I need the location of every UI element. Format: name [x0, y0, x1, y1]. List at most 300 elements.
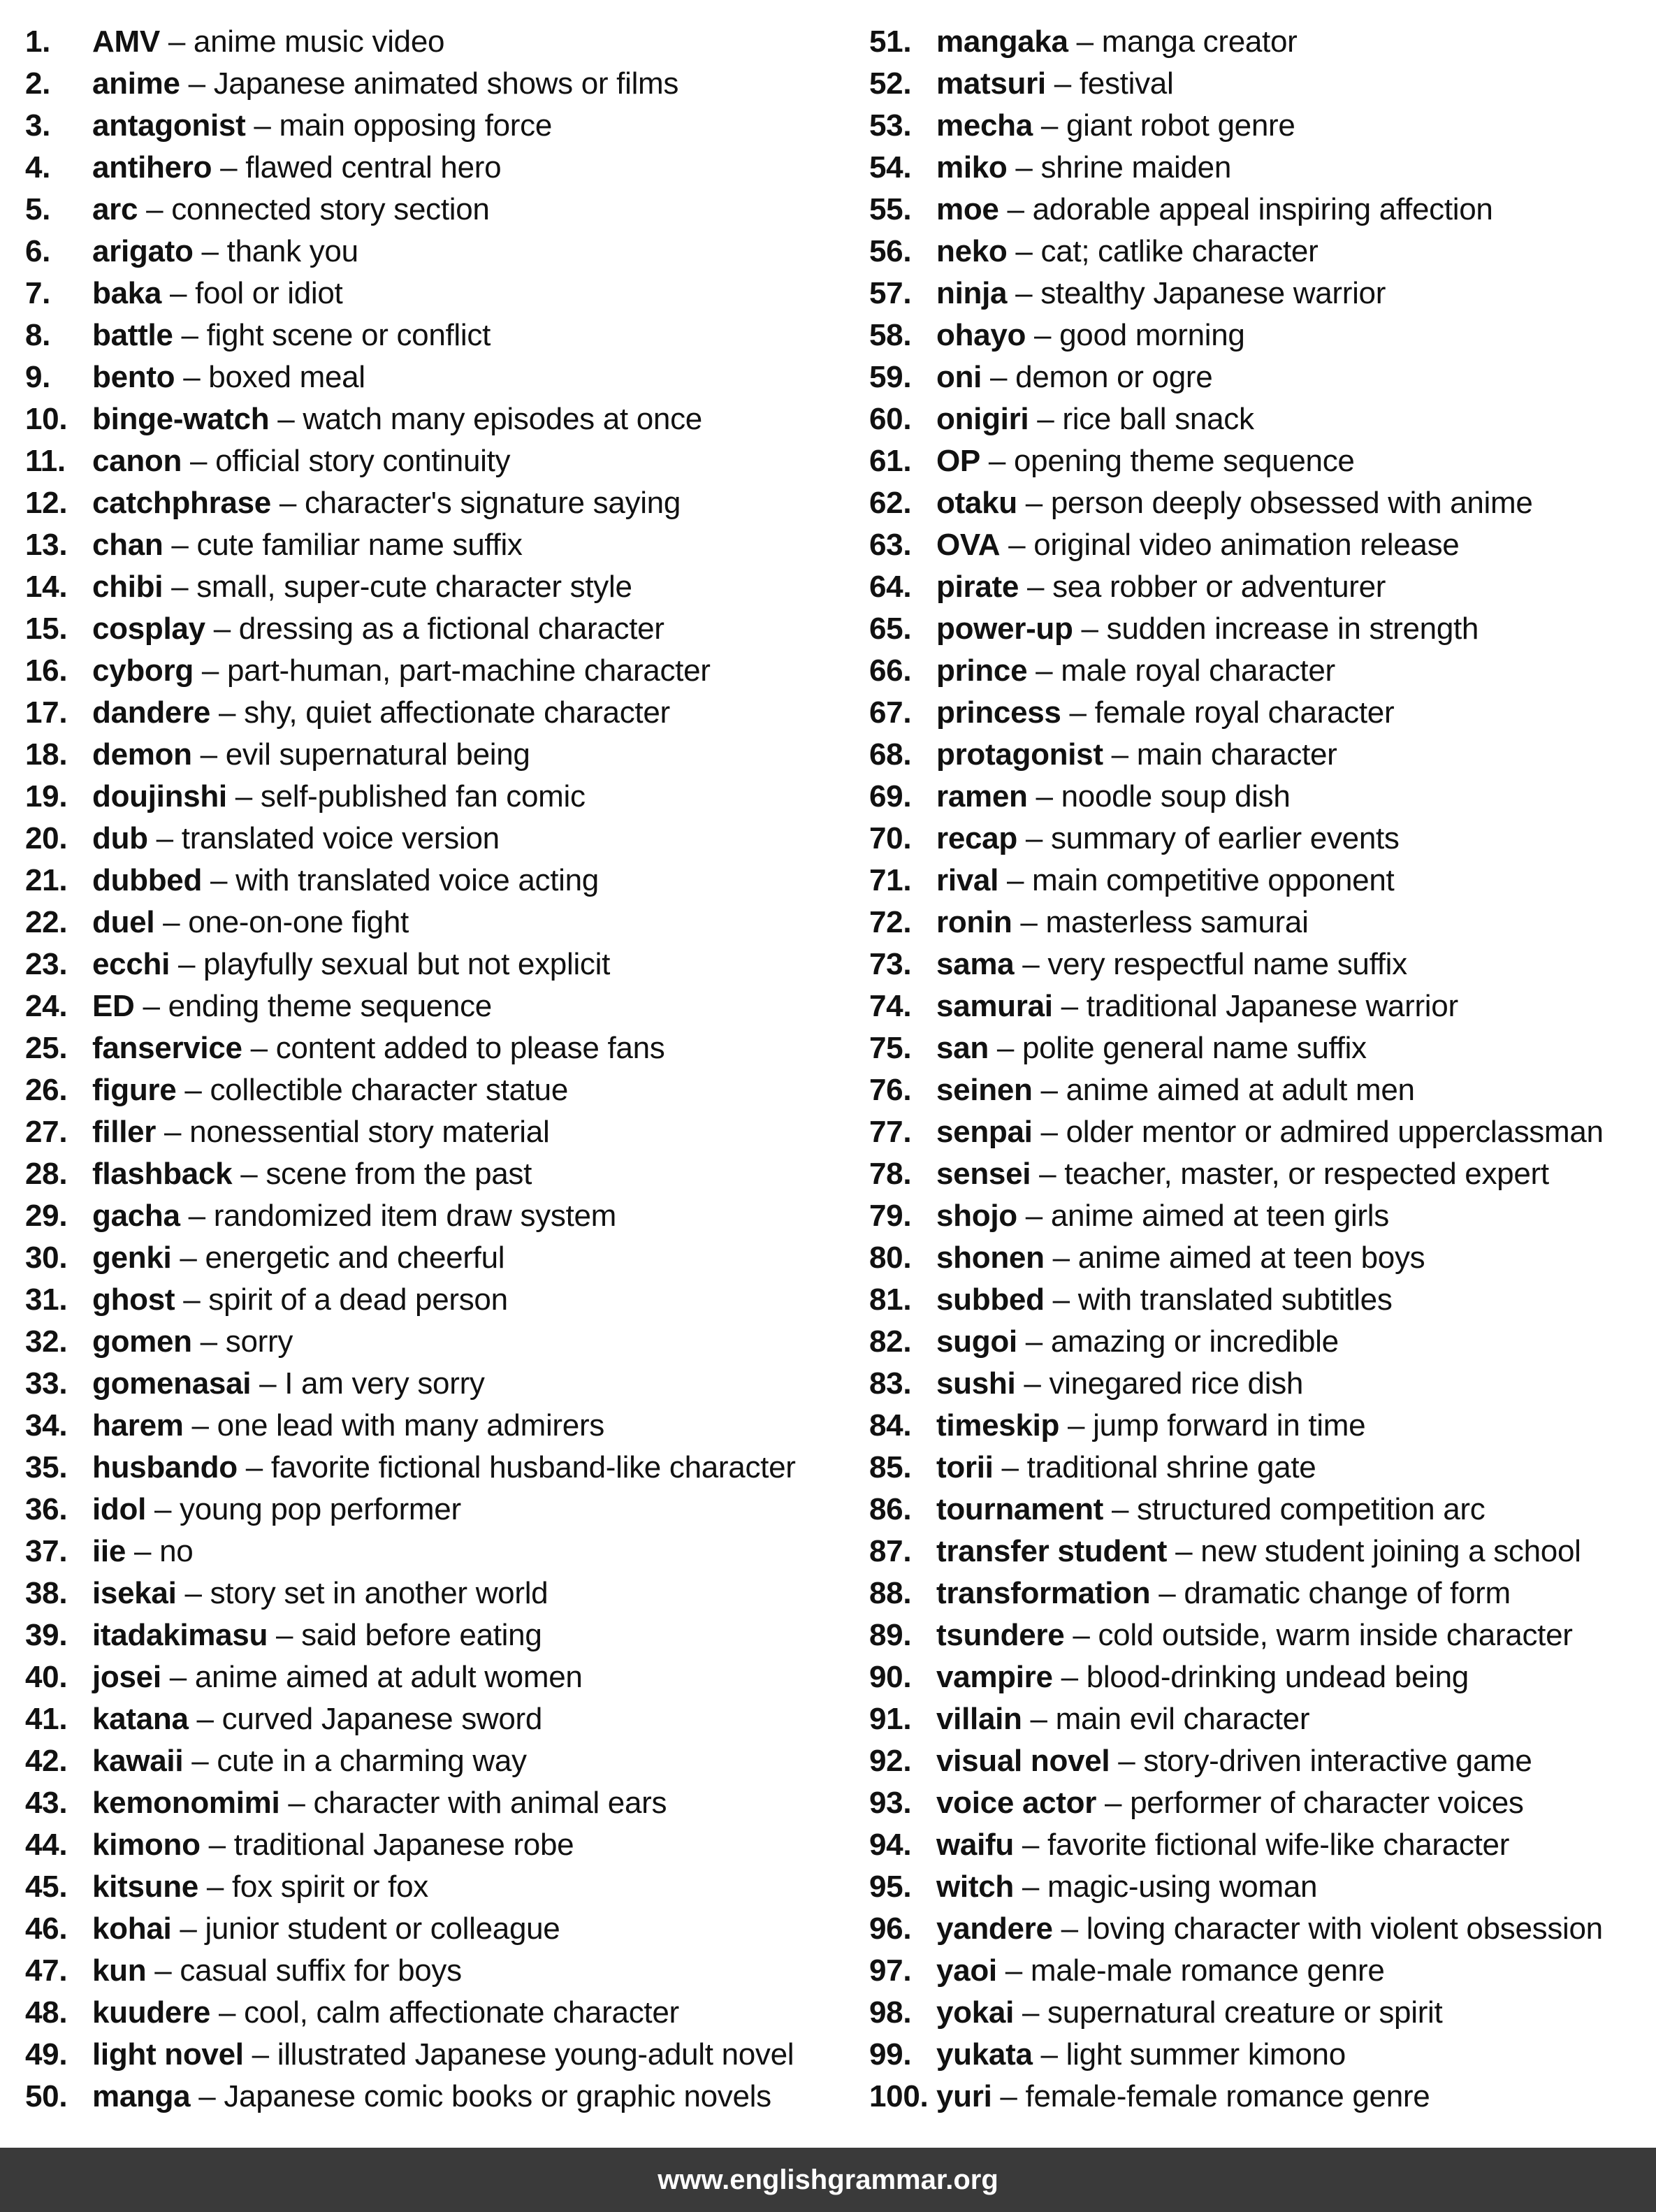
entry-number: 52. — [869, 66, 912, 101]
entry-definition: blood-drinking undead being — [1086, 1660, 1469, 1694]
entry-term: neko — [936, 234, 1008, 268]
entry-number: 10. — [25, 402, 68, 436]
entry-definition: original video animation release — [1033, 528, 1460, 562]
vocab-entry — [869, 566, 1648, 608]
entry-term: fanservice — [92, 1031, 242, 1065]
entry-separator: – — [232, 1157, 266, 1191]
vocab-entry — [25, 147, 850, 189]
entry-separator: – — [237, 1450, 271, 1484]
entry-term: light novel — [92, 2037, 244, 2072]
entry-separator: – — [210, 695, 245, 730]
entry-definition: stealthy Japanese warrior — [1040, 276, 1386, 310]
entry-separator: – — [992, 2079, 1026, 2113]
entry-separator: – — [163, 570, 197, 604]
entry-separator: – — [1103, 1492, 1138, 1526]
entry-term: gacha — [92, 1199, 180, 1233]
entry-definition: main character — [1136, 737, 1337, 772]
entry-separator: – — [1027, 779, 1061, 814]
entry-number: 85. — [869, 1450, 912, 1484]
entry-number: 6. — [25, 234, 51, 268]
entry-definition: female-female romance genre — [1025, 2079, 1430, 2113]
vocab-list-left — [25, 21, 850, 2118]
entry-separator: – — [212, 150, 246, 185]
entry-number: 66. — [869, 653, 912, 688]
entry-definition: good morning — [1059, 318, 1245, 352]
vocab-entry — [869, 273, 1648, 315]
entry-term: itadakimasu — [92, 1618, 268, 1652]
entry-term: chan — [92, 528, 164, 562]
entry-number: 29. — [25, 1199, 68, 1233]
vocab-entry — [25, 273, 850, 315]
entry-separator: – — [191, 1324, 226, 1359]
entry-separator: – — [1032, 108, 1066, 143]
vocab-entry — [25, 63, 850, 105]
entry-separator: – — [1031, 1157, 1065, 1191]
vocab-entry — [25, 1740, 850, 1782]
entry-definition: fight scene or conflict — [206, 318, 491, 352]
entry-definition: sea robber or adventurer — [1052, 570, 1386, 604]
entry-term: husbando — [92, 1450, 238, 1484]
entry-term: ninja — [936, 276, 1008, 310]
entry-definition: connected story section — [171, 192, 490, 226]
entry-separator: – — [1007, 276, 1041, 310]
vocab-entry — [25, 650, 850, 692]
entry-term: cosplay — [92, 612, 205, 646]
entry-number: 54. — [869, 150, 912, 185]
entry-definition: scene from the past — [266, 1157, 532, 1191]
entry-definition: polite general name suffix — [1022, 1031, 1367, 1065]
entry-number: 14. — [25, 570, 68, 604]
vocab-entry — [25, 482, 850, 524]
vocab-entry — [25, 1153, 850, 1195]
entry-term: yokai — [936, 1995, 1015, 2030]
entry-separator: – — [1059, 1408, 1094, 1443]
vocab-entry — [869, 776, 1648, 818]
vocab-entry — [25, 1656, 850, 1698]
entry-term: sensei — [936, 1157, 1031, 1191]
entry-definition: one-on-one fight — [188, 905, 409, 939]
entry-definition: traditional shrine gate — [1026, 1450, 1316, 1484]
entry-separator: – — [1015, 1366, 1049, 1401]
entry-definition: curved Japanese sword — [221, 1702, 543, 1736]
entry-number: 33. — [25, 1366, 68, 1401]
entry-definition: story set in another world — [210, 1576, 549, 1610]
entry-definition: illustrated Japanese young-adult novel — [277, 2037, 794, 2072]
entry-definition: main evil character — [1055, 1702, 1310, 1736]
vocab-entry — [869, 1111, 1648, 1153]
entry-number: 55. — [869, 192, 912, 226]
entry-definition: watch many episodes at once — [303, 402, 702, 436]
entry-separator: – — [269, 402, 303, 436]
entry-term: matsuri — [936, 66, 1046, 101]
entry-separator: – — [163, 528, 197, 562]
vocab-entry — [25, 1027, 850, 1069]
vocab-entry — [25, 1698, 850, 1740]
entry-separator: – — [1061, 695, 1095, 730]
entry-number: 8. — [25, 318, 51, 352]
entry-term: flashback — [92, 1157, 233, 1191]
entry-separator: – — [1110, 1744, 1144, 1778]
entry-definition: cat; catlike character — [1040, 234, 1319, 268]
vocab-list-right — [869, 21, 1648, 2118]
entry-separator: – — [156, 1115, 190, 1149]
footer-url[interactable]: www.englishgrammar.org — [658, 2164, 998, 2195]
vocab-entry — [869, 1405, 1648, 1447]
entry-number: 96. — [869, 1911, 912, 1946]
entry-definition: female royal character — [1094, 695, 1395, 730]
entry-definition: playfully sexual but not explicit — [203, 947, 611, 981]
entry-number: 18. — [25, 737, 68, 772]
entry-term: tournament — [936, 1492, 1104, 1526]
entry-definition: with translated voice acting — [235, 863, 599, 897]
vocab-entry — [869, 1363, 1648, 1405]
entry-number: 13. — [25, 528, 68, 562]
entry-number: 58. — [869, 318, 912, 352]
entry-separator: – — [998, 863, 1033, 897]
entry-number: 49. — [25, 2037, 68, 2072]
entry-number: 39. — [25, 1618, 68, 1652]
entry-term: oni — [936, 360, 982, 394]
vocab-entry — [869, 1740, 1648, 1782]
vocab-entry — [25, 860, 850, 902]
entry-definition: main opposing force — [279, 108, 553, 143]
entry-separator: – — [1045, 66, 1080, 101]
footer-bar — [0, 2148, 1656, 2212]
vocab-entry — [25, 985, 850, 1027]
entry-definition: flawed central hero — [245, 150, 502, 185]
entry-number: 47. — [25, 1953, 68, 1988]
entry-separator: – — [1027, 653, 1061, 688]
entry-number: 45. — [25, 1870, 68, 1904]
entry-number: 64. — [869, 570, 912, 604]
entry-term: mecha — [936, 108, 1033, 143]
entry-term: moe — [936, 192, 999, 226]
entry-separator: – — [190, 2079, 224, 2113]
entry-separator: – — [173, 318, 207, 352]
entry-term: canon — [92, 444, 182, 478]
vocab-entry — [25, 776, 850, 818]
vocab-entry — [869, 105, 1648, 147]
entry-definition: very respectful name suffix — [1047, 947, 1407, 981]
entry-term: seinen — [936, 1073, 1033, 1107]
entry-separator: – — [180, 66, 214, 101]
entry-number: 38. — [25, 1576, 68, 1610]
entry-separator: – — [154, 905, 189, 939]
entry-term: sushi — [936, 1366, 1016, 1401]
entry-definition: magic-using woman — [1047, 1870, 1318, 1904]
entry-separator: – — [1017, 486, 1051, 520]
entry-number: 84. — [869, 1408, 912, 1443]
entry-definition: content added to please fans — [275, 1031, 665, 1065]
entry-separator: – — [193, 234, 227, 268]
entry-separator: – — [1032, 2037, 1066, 2072]
entry-number: 93. — [869, 1786, 912, 1820]
entry-separator: – — [1064, 1618, 1098, 1652]
entry-term: demon — [92, 737, 192, 772]
vocab-entry — [25, 608, 850, 650]
entry-separator: – — [175, 360, 209, 394]
entry-separator: – — [242, 1031, 276, 1065]
entry-number: 48. — [25, 1995, 68, 2030]
entry-separator: – — [245, 108, 279, 143]
entry-separator: – — [161, 1660, 195, 1694]
entry-separator: – — [1000, 528, 1034, 562]
vocab-entry — [869, 1866, 1648, 1908]
entry-term: shonen — [936, 1241, 1045, 1275]
entry-separator: – — [1052, 989, 1087, 1023]
entry-number: 80. — [869, 1241, 912, 1275]
entry-number: 60. — [869, 402, 912, 436]
entry-term: cyborg — [92, 653, 194, 688]
entry-term: ohayo — [936, 318, 1026, 352]
entry-term: kitsune — [92, 1870, 198, 1904]
entry-definition: character with animal ears — [313, 1786, 667, 1820]
entry-term: battle — [92, 318, 173, 352]
entry-number: 22. — [25, 905, 68, 939]
entry-separator: – — [171, 1911, 205, 1946]
vocab-entry — [25, 1237, 850, 1279]
entry-separator: – — [138, 192, 172, 226]
entry-term: villain — [936, 1702, 1022, 1736]
entry-term: voice actor — [936, 1786, 1097, 1820]
entry-definition: traditional Japanese warrior — [1086, 989, 1458, 1023]
entry-separator: – — [200, 1828, 234, 1862]
entry-definition: energetic and cheerful — [205, 1241, 505, 1275]
entry-separator: – — [183, 1408, 217, 1443]
entry-term: AMV — [92, 24, 160, 59]
entry-separator: – — [161, 276, 196, 310]
entry-number: 74. — [869, 989, 912, 1023]
entry-term: bento — [92, 360, 175, 394]
entry-term: kohai — [92, 1911, 172, 1946]
entry-number: 36. — [25, 1492, 68, 1526]
entry-definition: evil supernatural being — [225, 737, 530, 772]
entry-separator: – — [980, 444, 1015, 478]
vocab-entry — [25, 734, 850, 776]
entry-definition: amazing or incredible — [1050, 1324, 1339, 1359]
entry-number: 23. — [25, 947, 68, 981]
entry-definition: said before eating — [301, 1618, 542, 1652]
vocab-entry — [869, 1321, 1648, 1363]
entry-term: yuri — [936, 2079, 992, 2113]
entry-separator: – — [1032, 1115, 1066, 1149]
vocab-entry — [869, 818, 1648, 860]
entry-definition: anime aimed at adult men — [1066, 1073, 1415, 1107]
entry-separator: – — [251, 1366, 285, 1401]
entry-term: catchphrase — [92, 486, 271, 520]
entry-number: 46. — [25, 1911, 68, 1946]
entry-number: 72. — [869, 905, 912, 939]
entry-separator: – — [1052, 1660, 1087, 1694]
entry-definition: small, super-cute character style — [196, 570, 632, 604]
entry-number: 82. — [869, 1324, 912, 1359]
entry-definition: boxed meal — [208, 360, 365, 394]
vocab-entry — [25, 1573, 850, 1614]
entry-definition: performer of character voices — [1130, 1786, 1524, 1820]
entry-term: pirate — [936, 570, 1019, 604]
vocab-entry — [869, 1027, 1648, 1069]
entry-separator: – — [1014, 1995, 1048, 2030]
entry-separator: – — [175, 1282, 209, 1317]
entry-separator: – — [996, 1953, 1031, 1988]
entry-separator: – — [180, 1199, 214, 1233]
entry-definition: traditional Japanese robe — [233, 1828, 574, 1862]
vocab-entry — [869, 1950, 1648, 1992]
entry-definition: teacher, master, or respected expert — [1064, 1157, 1549, 1191]
entry-number: 31. — [25, 1282, 68, 1317]
entry-number: 3. — [25, 108, 51, 143]
vocab-entry — [869, 1153, 1648, 1195]
entry-definition: anime aimed at teen boys — [1077, 1241, 1425, 1275]
entry-number: 67. — [869, 695, 912, 730]
entry-term: torii — [936, 1450, 994, 1484]
vocab-entry — [25, 524, 850, 566]
entry-definition: shy, quiet affectionate character — [244, 695, 670, 730]
vocab-entry — [869, 1195, 1648, 1237]
entry-term: arc — [92, 192, 138, 226]
entry-definition: part-human, part-machine character — [226, 653, 711, 688]
entry-separator: – — [1026, 318, 1060, 352]
entry-separator: – — [1014, 947, 1048, 981]
entry-number: 88. — [869, 1576, 912, 1610]
entry-number: 94. — [869, 1828, 912, 1862]
entry-separator: – — [1012, 905, 1046, 939]
entry-separator: – — [146, 1953, 180, 1988]
entry-term: katana — [92, 1702, 189, 1736]
entry-number: 70. — [869, 821, 912, 855]
entry-number: 57. — [869, 276, 912, 310]
entry-term: dub — [92, 821, 148, 855]
entry-number: 61. — [869, 444, 912, 478]
entry-definition: official story continuity — [215, 444, 511, 478]
entry-number: 26. — [25, 1073, 68, 1107]
entry-separator: – — [993, 1450, 1027, 1484]
entry-term: tsundere — [936, 1618, 1065, 1652]
entry-number: 62. — [869, 486, 912, 520]
vocab-entry — [25, 902, 850, 944]
entry-term: onigiri — [936, 402, 1029, 436]
vocab-entry — [25, 1866, 850, 1908]
entry-term: visual novel — [936, 1744, 1110, 1778]
entry-definition: story-driven interactive game — [1143, 1744, 1532, 1778]
vocab-entry — [25, 1321, 850, 1363]
vocab-entry — [25, 440, 850, 482]
entry-definition: summary of earlier events — [1050, 821, 1400, 855]
entry-separator: – — [205, 612, 239, 646]
entry-number: 51. — [869, 24, 912, 59]
entry-definition: shrine maiden — [1040, 150, 1232, 185]
entry-definition: masterless samurai — [1045, 905, 1309, 939]
entry-term: kawaii — [92, 1744, 184, 1778]
entry-term: chibi — [92, 570, 164, 604]
vocab-entry — [869, 2076, 1648, 2118]
entry-term: power-up — [936, 612, 1073, 646]
entry-definition: Japanese animated shows or films — [213, 66, 679, 101]
vocab-entry — [25, 818, 850, 860]
entry-number: 37. — [25, 1534, 68, 1568]
entry-term: mangaka — [936, 24, 1068, 59]
entry-term: antagonist — [92, 108, 246, 143]
entry-separator: – — [170, 947, 204, 981]
vocab-entry — [869, 985, 1648, 1027]
entry-number: 19. — [25, 779, 68, 814]
entry-separator: – — [1044, 1282, 1078, 1317]
vocab-entry — [869, 1237, 1648, 1279]
vocab-entry — [25, 1195, 850, 1237]
entry-term: subbed — [936, 1282, 1045, 1317]
entry-definition: no — [159, 1534, 194, 1568]
vocab-entry — [25, 1489, 850, 1531]
entry-separator: – — [1032, 1073, 1066, 1107]
entry-term: dandere — [92, 695, 211, 730]
entry-term: duel — [92, 905, 155, 939]
vocab-entry — [25, 315, 850, 356]
entry-separator: – — [1044, 1241, 1078, 1275]
entry-term: binge-watch — [92, 402, 270, 436]
entry-separator: – — [183, 1744, 217, 1778]
entry-separator: – — [1022, 1702, 1056, 1736]
entry-separator: – — [176, 1073, 210, 1107]
vocab-entry — [25, 1824, 850, 1866]
entry-number: 24. — [25, 989, 68, 1023]
entry-term: gomen — [92, 1324, 192, 1359]
entry-separator: – — [226, 779, 261, 814]
entry-number: 41. — [25, 1702, 68, 1736]
entry-term: yukata — [936, 2037, 1033, 2072]
entry-number: 9. — [25, 360, 51, 394]
entry-separator: – — [1096, 1786, 1131, 1820]
entry-separator: – — [1017, 821, 1051, 855]
entry-separator: – — [134, 989, 168, 1023]
entry-number: 44. — [25, 1828, 68, 1862]
vocab-entry — [25, 1908, 850, 1950]
entry-number: 100. — [869, 2079, 929, 2113]
vocab-entry — [869, 147, 1648, 189]
entry-term: shojo — [936, 1199, 1017, 1233]
entry-term: OVA — [936, 528, 1001, 562]
entry-definition: anime aimed at adult women — [194, 1660, 583, 1694]
vocab-entry — [25, 566, 850, 608]
entry-definition: person deeply obsessed with anime — [1050, 486, 1533, 520]
entry-number: 98. — [869, 1995, 912, 2030]
entry-definition: anime music video — [193, 24, 445, 59]
entry-number: 79. — [869, 1199, 912, 1233]
entry-number: 87. — [869, 1534, 912, 1568]
entry-definition: one lead with many admirers — [217, 1408, 604, 1443]
entry-number: 15. — [25, 612, 68, 646]
entry-number: 65. — [869, 612, 912, 646]
entry-number: 20. — [25, 821, 68, 855]
entry-number: 12. — [25, 486, 68, 520]
entry-number: 75. — [869, 1031, 912, 1065]
entry-separator: – — [1007, 234, 1041, 268]
entry-definition: supernatural creature or spirit — [1047, 1995, 1443, 2030]
vocab-entry — [25, 189, 850, 231]
vocab-entry — [25, 21, 850, 63]
entry-definition: self-published fan comic — [260, 779, 586, 814]
vocab-entry — [869, 902, 1648, 944]
vocab-entry — [25, 1992, 850, 2034]
vocab-entry — [25, 2076, 850, 2118]
entry-separator: – — [243, 2037, 277, 2072]
entry-term: antihero — [92, 150, 212, 185]
entry-term: transfer student — [936, 1534, 1168, 1568]
entry-term: kuudere — [92, 1995, 211, 2030]
entry-number: 83. — [869, 1366, 912, 1401]
entry-number: 32. — [25, 1324, 68, 1359]
entry-separator: – — [171, 1241, 205, 1275]
entry-definition: translated voice version — [181, 821, 500, 855]
